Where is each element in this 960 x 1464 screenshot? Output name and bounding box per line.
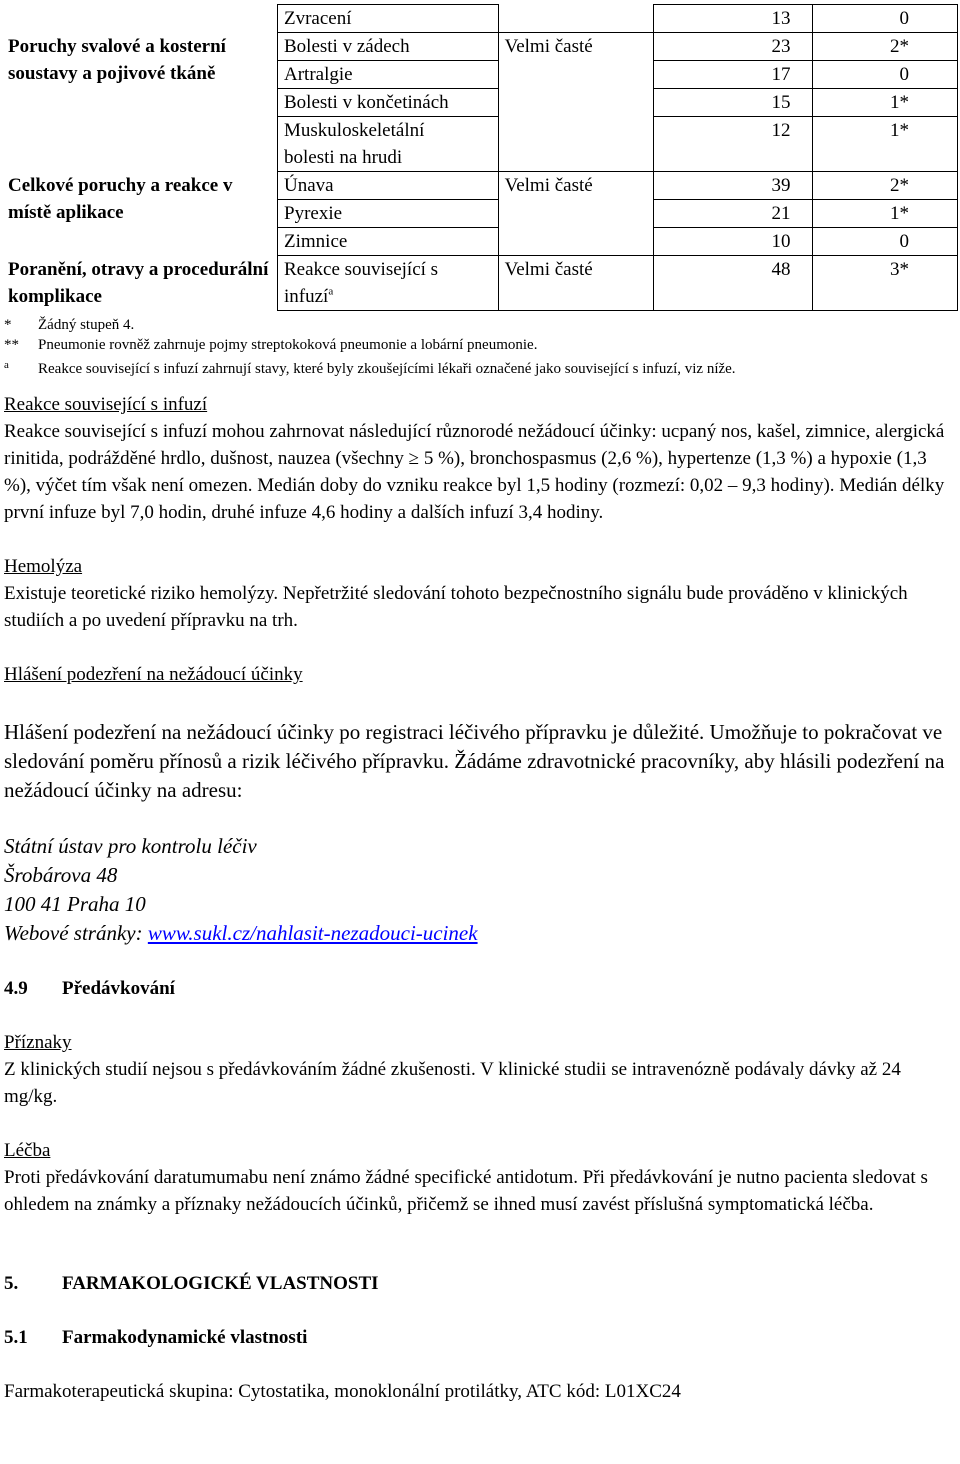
footnote-text: Žádný stupeň 4. [38,317,135,333]
section-title: Předávkování [62,978,175,999]
section-heading: Příznaky [4,1032,72,1053]
section-heading: Reakce související s infuzí [4,394,208,415]
footnote-mark: a [4,359,9,371]
address-line: Státní ústav pro kontrolu léčiv [4,834,257,858]
section-4-9-heading [4,975,956,1002]
all-grades-cell: 39 [653,172,813,200]
term-cell: Bolesti v zádech [278,33,499,61]
all-grades-cell: 23 [653,33,813,61]
term-cell: Bolesti v končetinách [278,89,499,117]
footnote [4,359,956,379]
all-grades-cell: 21 [653,200,813,228]
grade34-cell: 0 [813,228,958,256]
infusion-reactions-section [4,391,956,526]
table-row [4,172,958,200]
frequency-cell: Velmi časté [498,256,653,311]
paragraph: Reakce související s infuzí mohou zahrnovat následující různorodé nežádoucí účinky: ucpaný nos, kašel, zimnice, alergická rinitida, podrážděné hrdlo, dušnost, nauzea (všechny ≥ 5 %), bronchospasmus (2,6 %), hypertenze (1,3 %) a hypoxie (1,3 %), výčet tím však není omezen. Medián doby do vzniku reakce byl 1,5 hodiny (rozmezí: 0,02 – 9,3 hodiny). Medián délky první infuze byl 7,0 hodin, druhé infuze 4,6 hodiny a dalších infuzí 3,4 hodiny. [4,421,945,523]
term-cell: Artralgie [278,61,499,89]
grade34-cell: 1* [813,117,958,172]
frequency-cell: Velmi časté [498,172,653,256]
soc-cell: Poranění, otravy a procedurální komplikace [8,258,269,307]
table-row [4,33,958,61]
footnote-mark: ** [4,337,19,353]
footnote-mark: a [328,285,334,298]
symptoms-section [4,1029,956,1110]
frequency-cell: Velmi časté [498,33,653,172]
reporting-section [4,661,956,948]
paragraph: Existuje teoretické riziko hemolýzy. Nepřetržité sledování tohoto bezpečnostního signálu bude prováděno v klinických studiích a po uvedení přípravku na trh. [4,583,908,631]
footnote-text: Reakce související s infuzí zahrnují stavy, které byly zkoušejícími lékaři označené jako související s infuzí, viz níže. [38,361,736,377]
term-cell: Únava [278,172,499,200]
table-row [4,5,958,33]
grade34-cell: 1* [813,200,958,228]
section-5-1-heading [4,1324,956,1351]
pharmacotherapeutic-group: Farmakoterapeutická skupina: Cytostatika, monoklonální protilátky, ATC kód: L01XC24 [4,1381,681,1402]
soc-cell: Poruchy svalové a kosterní soustavy a pojivové tkáně [8,35,226,84]
footnote [4,315,956,335]
sukl-link[interactable]: www.sukl.cz/nahlasit-nezadouci-ucinek [147,921,478,945]
paragraph: Hlášení podezření na nežádoucí účinky po registraci léčivého přípravku je důležité. Umožňuje to pokračovat ve sledování poměru přínosů a rizik léčivého přípravku. Žádáme zdravotnické pracovníky, aby hlásili podezření na nežádoucí účinky na adresu: [4,720,945,802]
term-cell: Muskuloskeletální bolesti na hrudi [278,117,499,172]
address-line: 100 41 Praha 10 [4,892,146,916]
footnote-mark: * [4,317,12,333]
hemolysis-section [4,553,956,634]
web-label: Webové stránky: [4,921,148,945]
frequency-cell [498,5,653,33]
table-footnotes [4,315,956,379]
grade34-cell: 0 [813,61,958,89]
document-page [4,4,956,1405]
term-cell: Zvracení [278,5,499,33]
all-grades-cell: 17 [653,61,813,89]
section-5-heading [4,1270,956,1297]
grade34-cell: 2* [813,172,958,200]
footnote [4,335,956,355]
soc-cell: Celkové poruchy a reakce v místě aplikace [8,174,233,223]
soc-cell [4,5,278,33]
section-heading: Hemolýza [4,556,83,577]
section-heading: Léčba [4,1140,51,1161]
address-line: Šrobárova 48 [4,863,118,887]
term-cell: Zimnice [278,228,499,256]
all-grades-cell: 12 [653,117,813,172]
term-cell [278,256,499,311]
section-heading: Hlášení podezření na nežádoucí účinky [4,664,303,685]
section-number: 5. [4,1273,19,1294]
section-number: 5.1 [4,1327,28,1348]
adverse-reactions-table [4,4,958,311]
grade34-cell: 1* [813,89,958,117]
all-grades-cell: 15 [653,89,813,117]
section-title: FARMAKOLOGICKÉ VLASTNOSTI [62,1273,379,1294]
grade34-cell: 3* [813,256,958,311]
address-block [4,832,956,948]
paragraph: Proti předávkování daratumumabu není známo žádné specifické antidotum. Při předávkování je nutno pacienta sledovat s ohledem na známky a příznaky nežádoucích účinků, přičemž se ihned musí zavést příslušná symptomatická léčba. [4,1167,928,1215]
term-cell: Pyrexie [278,200,499,228]
all-grades-cell: 13 [653,5,813,33]
section-number: 4.9 [4,978,28,999]
footnote-text: Pneumonie rovněž zahrnuje pojmy streptokoková pneumonie a lobární pneumonie. [38,337,538,353]
all-grades-cell: 48 [653,256,813,311]
paragraph: Z klinických studií nejsou s předávkováním žádné zkušenosti. V klinické studii se intravenózně podávaly dávky až 24 mg/kg. [4,1059,901,1107]
address-line [4,919,956,948]
all-grades-cell: 10 [653,228,813,256]
section-title: Farmakodynamické vlastnosti [62,1327,308,1348]
grade34-cell: 2* [813,33,958,61]
term-text: Reakce související s infuzí [284,259,439,307]
treatment-section [4,1137,956,1218]
grade34-cell: 0 [813,5,958,33]
table-row [4,256,958,311]
